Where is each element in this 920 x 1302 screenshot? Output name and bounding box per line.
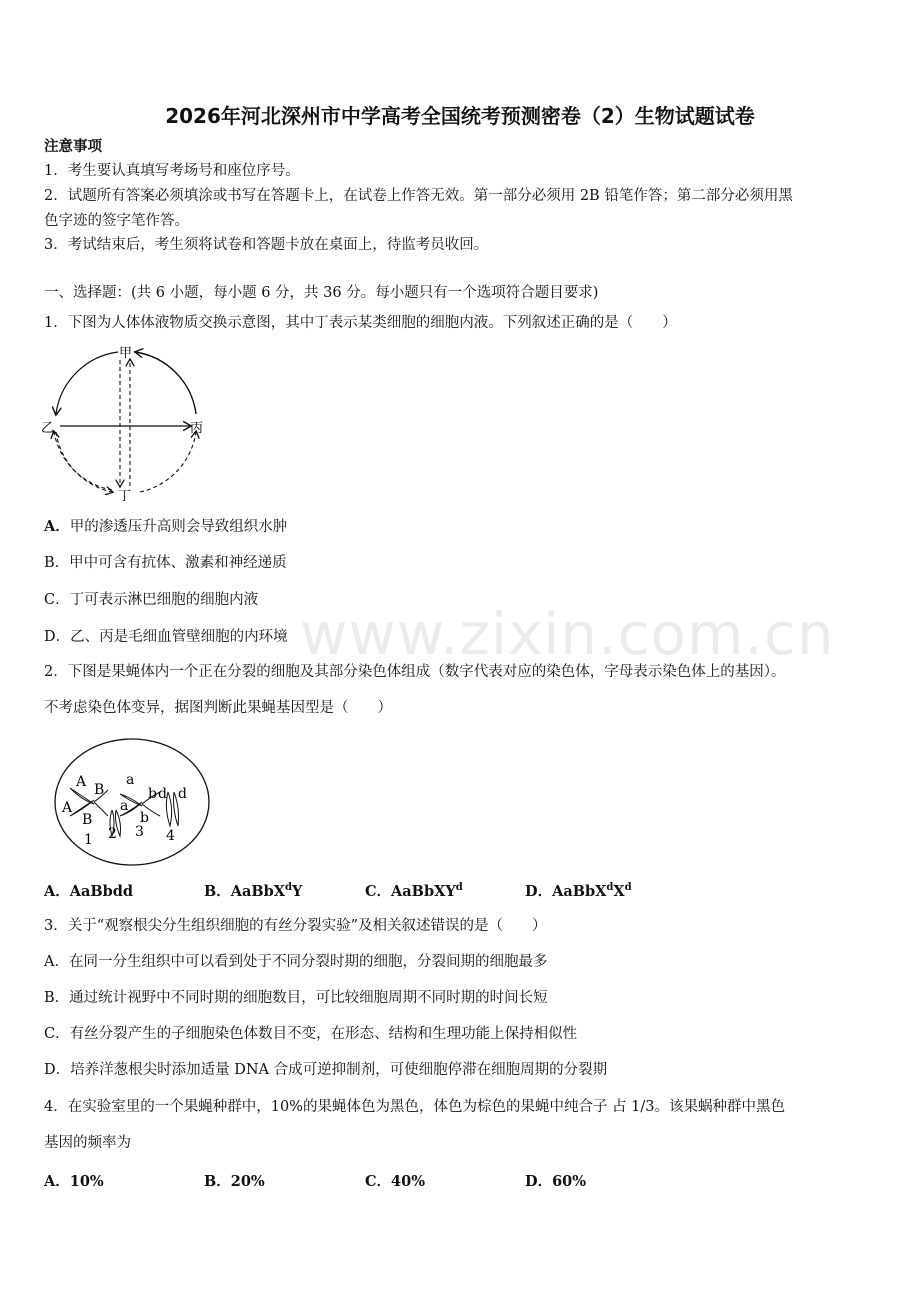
q2-option-c-sup: d	[455, 882, 463, 894]
arc-top-left	[56, 352, 118, 414]
q1-option-a: A．甲的渗透压升高则会导致组织水肿	[44, 518, 288, 535]
notice-item-1: 1．考生要认真填写考场号和座位序号。	[44, 163, 300, 179]
q3-option-c: C．有丝分裂产生的子细胞染色体数目不变，在形态、结构和生理功能上保持相似性	[44, 1026, 578, 1042]
q2-stem-line1: 2．下图是果蝇体内一个正在分裂的细胞及其部分染色体组成（数字代表对应的染色体，字母表示染色体上的基因）。	[44, 664, 786, 680]
watermark: www.zixin.com.cn	[300, 600, 835, 668]
q2-option-d-main: D．AaBbX	[525, 883, 607, 900]
chromosome-4	[166, 792, 178, 826]
q3-option-d: D．培养洋葱根尖时添加适量 DNA 合成可逆抑制剂，可使细胞停滞在细胞周期的分裂期	[44, 1062, 608, 1078]
gene-B-bottom: B	[82, 812, 93, 828]
q2-option-d-sup1: d	[606, 882, 614, 894]
gene-a-top: a	[126, 772, 135, 788]
q1-exchange-diagram	[40, 340, 210, 505]
q1-option-d: D．乙、丙是毛细血管壁细胞的内环境	[44, 629, 288, 645]
gene-d-left: d	[158, 786, 167, 802]
q4-option-b: B．20%	[204, 1173, 265, 1190]
arc-bottom-left-return	[54, 432, 112, 490]
exam-title: 2026年河北深州市中学高考全国统考预测密卷（2）生物试题试卷	[165, 104, 755, 128]
section-heading: 一、选择题：(共 6 小题，每小题 6 分，共 36 分。每小题只有一个选项符合题目要求)	[44, 285, 599, 301]
notice-item-2-cont: 色字迹的签字笔作答。	[44, 213, 189, 229]
q2-option-c-main: C．AaBbXY	[365, 883, 456, 900]
q2-option-b-end: Y	[292, 883, 303, 900]
q2-stem-line2: 不考虑染色体变异，据图判断此果蝇基因型是（ ）	[44, 700, 392, 716]
q4-option-a: A．10%	[44, 1173, 104, 1190]
gene-b-top: b	[148, 786, 157, 802]
arc-top-right-head	[136, 352, 196, 414]
chromosome-number-4: 4	[166, 828, 175, 844]
label-jia: 甲	[119, 346, 133, 361]
q4-stem-line1: 4．在实验室里的一个果蝇种群中，10%的果蝇体色为黑色，体色为棕色的果蝇中纯合子 占 1/3。该果蜗种群中黑色	[44, 1099, 786, 1115]
arc-bottom-left	[56, 432, 112, 492]
q2-cell-diagram	[52, 736, 212, 868]
q2-option-c	[365, 880, 463, 901]
notice-item-3: 3．考试结束后，考生须将试卷和答题卡放在桌面上，待监考员收回。	[44, 237, 489, 253]
q2-option-d-x: X	[613, 883, 625, 900]
q4-option-c: C．40%	[365, 1173, 425, 1190]
q1-option-c: C．丁可表示淋巴细胞的细胞内液	[44, 592, 259, 608]
chromosome-number-1: 1	[84, 832, 93, 848]
q1-option-a-text: 甲的渗透压升高则会导致组织水肿	[69, 519, 288, 535]
q2-option-b-main: B．AaBbX	[204, 883, 286, 900]
q2-option-d-sup2: d	[624, 882, 632, 894]
q3-stem: 3．关于“观察根尖分生组织细胞的有丝分裂实验”及相关叙述错误的是（ ）	[44, 918, 547, 934]
gene-d-right: d	[178, 786, 187, 802]
gene-A-left: A	[62, 800, 73, 816]
cell-membrane	[55, 739, 209, 865]
gene-b-bottom: b	[140, 810, 149, 826]
notice-heading: 注意事项	[44, 138, 102, 155]
q1-option-b: B．甲中可含有抗体、激素和神经递质	[44, 555, 287, 571]
q2-option-b-sup: d	[285, 882, 293, 894]
chromosome-number-3: 3	[135, 824, 144, 840]
notice-item-2: 2．试题所有答案必须填涂或书写在答题卡上，在试卷上作答无效。第一部分必须用 2B 铅笔作答；第二部分必须用黑	[44, 188, 793, 204]
label-bing: 丙	[190, 421, 204, 436]
label-ding: 丁	[118, 489, 132, 504]
q3-option-b: B．通过统计视野中不同时期的细胞数目，可比较细胞周期不同时期的时间长短	[44, 990, 548, 1006]
q4-stem-line2: 基因的频率为	[44, 1135, 131, 1151]
gene-A-top: A	[76, 774, 87, 790]
chromosome-number-2: 2	[108, 826, 117, 842]
arc-bottom-right	[140, 432, 196, 492]
arc-top-right	[134, 352, 196, 414]
q4-option-d: D．60%	[525, 1173, 587, 1190]
q2-option-d	[525, 880, 632, 901]
gene-a-mid: a	[120, 798, 129, 814]
label-yi: 乙	[41, 421, 55, 436]
q2-option-a: A．AaBbdd	[44, 883, 134, 900]
q2-option-b	[204, 880, 302, 901]
q3-option-a: A．在同一分生组织中可以看到处于不同分裂时期的细胞，分裂间期的细胞最多	[44, 954, 548, 970]
gene-B-top: B	[94, 782, 105, 798]
q1-stem: 1．下图为人体体液物质交换示意图，其中丁表示某类细胞的细胞内液。下列叙述正确的是（ ）	[44, 315, 677, 331]
